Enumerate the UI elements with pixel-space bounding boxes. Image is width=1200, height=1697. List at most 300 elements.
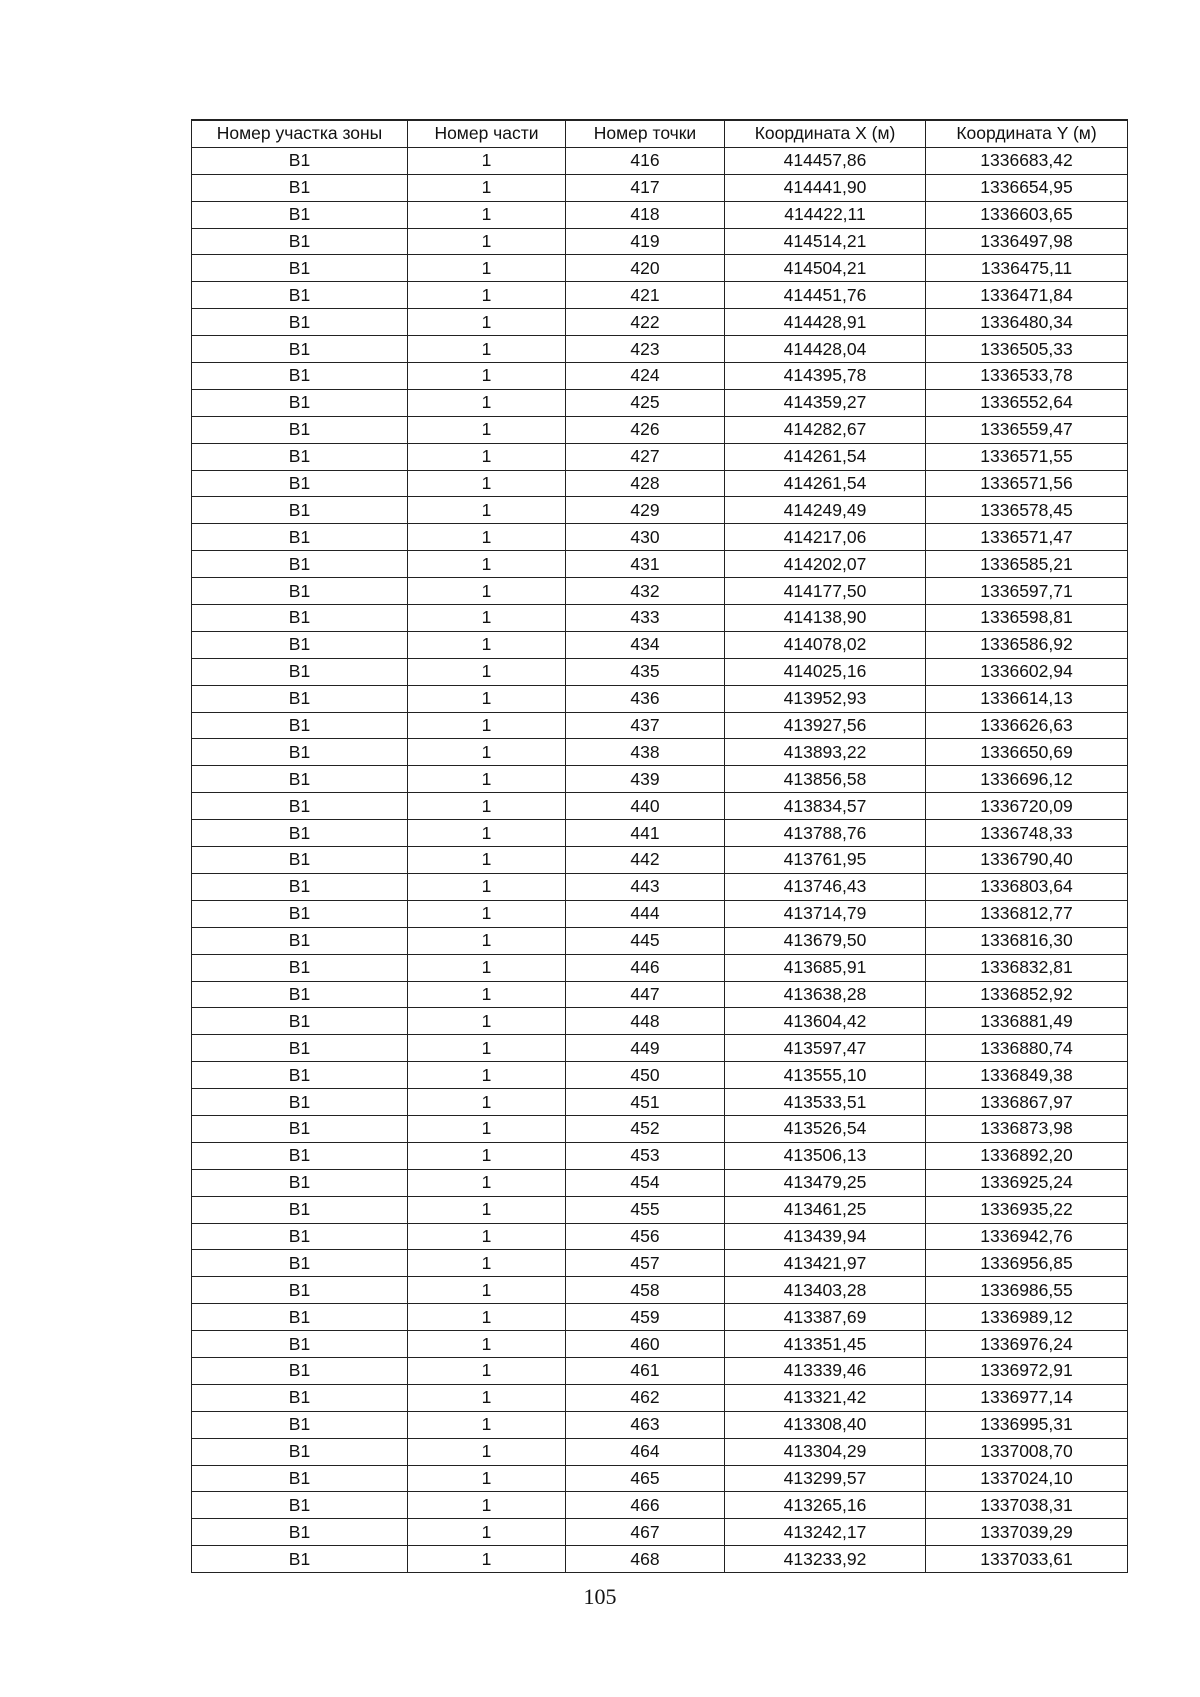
- cell-point-number: 444: [566, 900, 725, 927]
- cell-coordinate-y: 1336571,56: [926, 470, 1128, 497]
- cell-part-number: 1: [408, 1519, 566, 1546]
- cell-point-number: 447: [566, 981, 725, 1008]
- cell-point-number: 433: [566, 605, 725, 632]
- cell-zone-section: В1: [192, 1277, 408, 1304]
- table-row: [192, 927, 1128, 954]
- table-row: [192, 1519, 1128, 1546]
- cell-coordinate-y: 1336849,38: [926, 1062, 1128, 1089]
- cell-zone-section: В1: [192, 1357, 408, 1384]
- table-body: [192, 147, 1128, 1572]
- cell-zone-section: В1: [192, 578, 408, 605]
- cell-point-number: 432: [566, 578, 725, 605]
- cell-coordinate-y: 1336989,12: [926, 1304, 1128, 1331]
- cell-coordinate-y: 1336654,95: [926, 174, 1128, 201]
- cell-point-number: 429: [566, 497, 725, 524]
- cell-coordinate-y: 1336585,21: [926, 551, 1128, 578]
- cell-part-number: 1: [408, 1250, 566, 1277]
- cell-part-number: 1: [408, 631, 566, 658]
- table-row: [192, 1438, 1128, 1465]
- cell-point-number: 441: [566, 820, 725, 847]
- cell-coordinate-y: 1337038,31: [926, 1492, 1128, 1519]
- cell-part-number: 1: [408, 174, 566, 201]
- cell-part-number: 1: [408, 1304, 566, 1331]
- table-row: [192, 1089, 1128, 1116]
- cell-point-number: 446: [566, 954, 725, 981]
- cell-zone-section: В1: [192, 1089, 408, 1116]
- cell-point-number: 452: [566, 1115, 725, 1142]
- cell-coordinate-x: 413242,17: [725, 1519, 926, 1546]
- cell-zone-section: В1: [192, 1438, 408, 1465]
- table-row: [192, 1008, 1128, 1035]
- cell-point-number: 416: [566, 147, 725, 174]
- cell-point-number: 426: [566, 416, 725, 443]
- cell-point-number: 462: [566, 1384, 725, 1411]
- cell-zone-section: В1: [192, 1008, 408, 1035]
- cell-zone-section: В1: [192, 336, 408, 363]
- table-row: [192, 954, 1128, 981]
- cell-zone-section: В1: [192, 1384, 408, 1411]
- cell-coordinate-y: 1336614,13: [926, 685, 1128, 712]
- cell-coordinate-y: 1336603,65: [926, 201, 1128, 228]
- cell-coordinate-y: 1336956,85: [926, 1250, 1128, 1277]
- cell-coordinate-x: 413761,95: [725, 847, 926, 874]
- cell-part-number: 1: [408, 1062, 566, 1089]
- table-row: [192, 336, 1128, 363]
- cell-coordinate-x: 414395,78: [725, 363, 926, 390]
- cell-coordinate-x: 414025,16: [725, 658, 926, 685]
- cell-coordinate-x: 413339,46: [725, 1357, 926, 1384]
- table-row: [192, 739, 1128, 766]
- cell-part-number: 1: [408, 255, 566, 282]
- table-row: [192, 443, 1128, 470]
- cell-coordinate-x: 414261,54: [725, 443, 926, 470]
- cell-coordinate-y: 1336852,92: [926, 981, 1128, 1008]
- cell-part-number: 1: [408, 201, 566, 228]
- page-number: 105: [583, 1584, 617, 1609]
- table-row: [192, 363, 1128, 390]
- table-row: [192, 201, 1128, 228]
- cell-coordinate-x: 414261,54: [725, 470, 926, 497]
- cell-coordinate-y: 1336881,49: [926, 1008, 1128, 1035]
- table-row: [192, 1115, 1128, 1142]
- cell-zone-section: В1: [192, 1142, 408, 1169]
- cell-zone-section: В1: [192, 551, 408, 578]
- cell-coordinate-x: 413893,22: [725, 739, 926, 766]
- cell-coordinate-y: 1336480,34: [926, 309, 1128, 336]
- table-row: [192, 658, 1128, 685]
- cell-part-number: 1: [408, 147, 566, 174]
- cell-coordinate-x: 413685,91: [725, 954, 926, 981]
- table-row: [192, 389, 1128, 416]
- cell-part-number: 1: [408, 470, 566, 497]
- cell-zone-section: В1: [192, 201, 408, 228]
- cell-zone-section: В1: [192, 1196, 408, 1223]
- cell-coordinate-x: 413506,13: [725, 1142, 926, 1169]
- cell-part-number: 1: [408, 658, 566, 685]
- cell-coordinate-y: 1336559,47: [926, 416, 1128, 443]
- table-row: [192, 766, 1128, 793]
- cell-zone-section: В1: [192, 389, 408, 416]
- cell-part-number: 1: [408, 443, 566, 470]
- cell-zone-section: В1: [192, 1169, 408, 1196]
- table-row: [192, 1169, 1128, 1196]
- cell-point-number: 460: [566, 1331, 725, 1358]
- cell-point-number: 417: [566, 174, 725, 201]
- table-row: [192, 174, 1128, 201]
- table-row: [192, 524, 1128, 551]
- table-row: [192, 1277, 1128, 1304]
- cell-coordinate-x: 413927,56: [725, 712, 926, 739]
- table-row: [192, 793, 1128, 820]
- cell-part-number: 1: [408, 1035, 566, 1062]
- table-row: [192, 255, 1128, 282]
- cell-coordinate-x: 414457,86: [725, 147, 926, 174]
- cell-coordinate-x: 413265,16: [725, 1492, 926, 1519]
- cell-part-number: 1: [408, 900, 566, 927]
- cell-part-number: 1: [408, 847, 566, 874]
- cell-part-number: 1: [408, 551, 566, 578]
- cell-point-number: 467: [566, 1519, 725, 1546]
- cell-point-number: 428: [566, 470, 725, 497]
- table-row: [192, 1035, 1128, 1062]
- table-row: [192, 1331, 1128, 1358]
- cell-part-number: 1: [408, 793, 566, 820]
- table-row: [192, 147, 1128, 174]
- cell-point-number: 445: [566, 927, 725, 954]
- cell-zone-section: В1: [192, 954, 408, 981]
- cell-coordinate-y: 1336471,84: [926, 282, 1128, 309]
- cell-point-number: 430: [566, 524, 725, 551]
- cell-zone-section: В1: [192, 1519, 408, 1546]
- cell-coordinate-x: 413555,10: [725, 1062, 926, 1089]
- cell-coordinate-x: 413233,92: [725, 1546, 926, 1573]
- cell-coordinate-y: 1336571,55: [926, 443, 1128, 470]
- cell-coordinate-y: 1336873,98: [926, 1115, 1128, 1142]
- cell-zone-section: В1: [192, 685, 408, 712]
- cell-coordinate-y: 1337039,29: [926, 1519, 1128, 1546]
- table-row: [192, 282, 1128, 309]
- cell-zone-section: В1: [192, 927, 408, 954]
- cell-coordinate-y: 1336598,81: [926, 605, 1128, 632]
- table-row: [192, 712, 1128, 739]
- cell-zone-section: В1: [192, 1411, 408, 1438]
- cell-point-number: 418: [566, 201, 725, 228]
- table-row: [192, 847, 1128, 874]
- table-row: [192, 578, 1128, 605]
- cell-point-number: 434: [566, 631, 725, 658]
- cell-part-number: 1: [408, 524, 566, 551]
- table-row: [192, 416, 1128, 443]
- cell-coordinate-y: 1336790,40: [926, 847, 1128, 874]
- cell-zone-section: В1: [192, 658, 408, 685]
- cell-zone-section: В1: [192, 847, 408, 874]
- cell-part-number: 1: [408, 1546, 566, 1573]
- cell-part-number: 1: [408, 497, 566, 524]
- cell-coordinate-y: 1336475,11: [926, 255, 1128, 282]
- cell-point-number: 461: [566, 1357, 725, 1384]
- cell-zone-section: В1: [192, 147, 408, 174]
- cell-coordinate-y: 1336748,33: [926, 820, 1128, 847]
- cell-coordinate-x: 414177,50: [725, 578, 926, 605]
- cell-coordinate-y: 1336977,14: [926, 1384, 1128, 1411]
- cell-point-number: 421: [566, 282, 725, 309]
- table-row: [192, 1384, 1128, 1411]
- cell-zone-section: В1: [192, 605, 408, 632]
- cell-zone-section: В1: [192, 228, 408, 255]
- cell-coordinate-y: 1336986,55: [926, 1277, 1128, 1304]
- cell-coordinate-x: 414504,21: [725, 255, 926, 282]
- cell-zone-section: В1: [192, 631, 408, 658]
- cell-zone-section: В1: [192, 1062, 408, 1089]
- table-row: [192, 1546, 1128, 1573]
- cell-point-number: 450: [566, 1062, 725, 1089]
- cell-coordinate-y: 1336832,81: [926, 954, 1128, 981]
- cell-coordinate-y: 1336497,98: [926, 228, 1128, 255]
- cell-coordinate-y: 1336602,94: [926, 658, 1128, 685]
- table-row: [192, 1250, 1128, 1277]
- cell-coordinate-y: 1336597,71: [926, 578, 1128, 605]
- cell-part-number: 1: [408, 873, 566, 900]
- cell-coordinate-y: 1337024,10: [926, 1465, 1128, 1492]
- table-row: [192, 551, 1128, 578]
- cell-coordinate-y: 1337033,61: [926, 1546, 1128, 1573]
- header-coordinate-y: Координата Y (м): [926, 120, 1128, 147]
- cell-part-number: 1: [408, 578, 566, 605]
- cell-part-number: 1: [408, 1492, 566, 1519]
- cell-part-number: 1: [408, 766, 566, 793]
- cell-point-number: 442: [566, 847, 725, 874]
- cell-zone-section: В1: [192, 1115, 408, 1142]
- header-point-number: Номер точки: [566, 120, 725, 147]
- cell-part-number: 1: [408, 1384, 566, 1411]
- cell-part-number: 1: [408, 820, 566, 847]
- cell-point-number: 438: [566, 739, 725, 766]
- cell-zone-section: В1: [192, 363, 408, 390]
- cell-coordinate-x: 414514,21: [725, 228, 926, 255]
- cell-coordinate-y: 1336803,64: [926, 873, 1128, 900]
- cell-zone-section: В1: [192, 766, 408, 793]
- cell-zone-section: В1: [192, 793, 408, 820]
- cell-zone-section: В1: [192, 1250, 408, 1277]
- cell-point-number: 420: [566, 255, 725, 282]
- coordinates-table: [191, 119, 1128, 1573]
- table-row: [192, 1357, 1128, 1384]
- cell-coordinate-x: 413461,25: [725, 1196, 926, 1223]
- cell-zone-section: В1: [192, 1465, 408, 1492]
- cell-zone-section: В1: [192, 309, 408, 336]
- cell-zone-section: В1: [192, 1331, 408, 1358]
- cell-coordinate-y: 1336935,22: [926, 1196, 1128, 1223]
- cell-coordinate-x: 413403,28: [725, 1277, 926, 1304]
- cell-coordinate-x: 414428,04: [725, 336, 926, 363]
- cell-zone-section: В1: [192, 470, 408, 497]
- cell-point-number: 424: [566, 363, 725, 390]
- cell-coordinate-y: 1337008,70: [926, 1438, 1128, 1465]
- cell-coordinate-y: 1336571,47: [926, 524, 1128, 551]
- cell-coordinate-y: 1336995,31: [926, 1411, 1128, 1438]
- cell-coordinate-y: 1336683,42: [926, 147, 1128, 174]
- cell-coordinate-x: 413638,28: [725, 981, 926, 1008]
- cell-coordinate-x: 413604,42: [725, 1008, 926, 1035]
- cell-part-number: 1: [408, 309, 566, 336]
- table-header-row: [192, 120, 1128, 147]
- cell-coordinate-y: 1336892,20: [926, 1142, 1128, 1169]
- cell-coordinate-x: 414282,67: [725, 416, 926, 443]
- cell-coordinate-y: 1336586,92: [926, 631, 1128, 658]
- table-row: [192, 1492, 1128, 1519]
- table-row: [192, 820, 1128, 847]
- cell-point-number: 468: [566, 1546, 725, 1573]
- cell-part-number: 1: [408, 1331, 566, 1358]
- cell-coordinate-x: 413439,94: [725, 1223, 926, 1250]
- cell-zone-section: В1: [192, 820, 408, 847]
- table-row: [192, 1062, 1128, 1089]
- cell-zone-section: В1: [192, 282, 408, 309]
- cell-coordinate-y: 1336812,77: [926, 900, 1128, 927]
- cell-part-number: 1: [408, 228, 566, 255]
- cell-point-number: 436: [566, 685, 725, 712]
- table-row: [192, 309, 1128, 336]
- cell-coordinate-x: 413788,76: [725, 820, 926, 847]
- cell-coordinate-y: 1336552,64: [926, 389, 1128, 416]
- table-row: [192, 470, 1128, 497]
- cell-coordinate-x: 414422,11: [725, 201, 926, 228]
- cell-point-number: 459: [566, 1304, 725, 1331]
- cell-coordinate-x: 414078,02: [725, 631, 926, 658]
- cell-coordinate-x: 413479,25: [725, 1169, 926, 1196]
- cell-zone-section: В1: [192, 524, 408, 551]
- table-row: [192, 1223, 1128, 1250]
- cell-coordinate-x: 413533,51: [725, 1089, 926, 1116]
- cell-part-number: 1: [408, 981, 566, 1008]
- cell-part-number: 1: [408, 954, 566, 981]
- cell-zone-section: В1: [192, 739, 408, 766]
- cell-point-number: 457: [566, 1250, 725, 1277]
- cell-zone-section: В1: [192, 174, 408, 201]
- cell-coordinate-y: 1336720,09: [926, 793, 1128, 820]
- cell-coordinate-y: 1336696,12: [926, 766, 1128, 793]
- cell-point-number: 454: [566, 1169, 725, 1196]
- cell-part-number: 1: [408, 1169, 566, 1196]
- cell-point-number: 435: [566, 658, 725, 685]
- cell-coordinate-x: 413308,40: [725, 1411, 926, 1438]
- cell-part-number: 1: [408, 416, 566, 443]
- cell-coordinate-x: 414451,76: [725, 282, 926, 309]
- cell-zone-section: В1: [192, 900, 408, 927]
- cell-zone-section: В1: [192, 712, 408, 739]
- cell-zone-section: В1: [192, 443, 408, 470]
- table-row: [192, 685, 1128, 712]
- table-row: [192, 1304, 1128, 1331]
- cell-coordinate-x: 414428,91: [725, 309, 926, 336]
- cell-coordinate-y: 1336533,78: [926, 363, 1128, 390]
- cell-coordinate-y: 1336816,30: [926, 927, 1128, 954]
- cell-point-number: 463: [566, 1411, 725, 1438]
- cell-coordinate-x: 413597,47: [725, 1035, 926, 1062]
- cell-coordinate-y: 1336578,45: [926, 497, 1128, 524]
- cell-part-number: 1: [408, 1008, 566, 1035]
- cell-zone-section: В1: [192, 497, 408, 524]
- cell-point-number: 422: [566, 309, 725, 336]
- cell-zone-section: В1: [192, 873, 408, 900]
- cell-point-number: 425: [566, 389, 725, 416]
- table-row: [192, 900, 1128, 927]
- header-zone-section: Номер участка зоны: [192, 120, 408, 147]
- cell-point-number: 427: [566, 443, 725, 470]
- table-row: [192, 1196, 1128, 1223]
- cell-coordinate-y: 1336505,33: [926, 336, 1128, 363]
- cell-coordinate-y: 1336626,63: [926, 712, 1128, 739]
- header-part-number: Номер части: [408, 120, 566, 147]
- cell-part-number: 1: [408, 363, 566, 390]
- cell-coordinate-x: 413299,57: [725, 1465, 926, 1492]
- cell-coordinate-x: 413834,57: [725, 793, 926, 820]
- cell-coordinate-x: 413679,50: [725, 927, 926, 954]
- table-row: [192, 605, 1128, 632]
- cell-coordinate-x: 413746,43: [725, 873, 926, 900]
- cell-part-number: 1: [408, 1089, 566, 1116]
- cell-coordinate-x: 413952,93: [725, 685, 926, 712]
- cell-coordinate-y: 1336976,24: [926, 1331, 1128, 1358]
- cell-coordinate-x: 413387,69: [725, 1304, 926, 1331]
- cell-coordinate-y: 1336972,91: [926, 1357, 1128, 1384]
- table-row: [192, 1465, 1128, 1492]
- cell-part-number: 1: [408, 1465, 566, 1492]
- cell-point-number: 458: [566, 1277, 725, 1304]
- cell-zone-section: В1: [192, 1304, 408, 1331]
- cell-part-number: 1: [408, 282, 566, 309]
- cell-point-number: 449: [566, 1035, 725, 1062]
- cell-part-number: 1: [408, 927, 566, 954]
- cell-coordinate-y: 1336925,24: [926, 1169, 1128, 1196]
- cell-point-number: 456: [566, 1223, 725, 1250]
- cell-point-number: 448: [566, 1008, 725, 1035]
- table-row: [192, 497, 1128, 524]
- cell-zone-section: В1: [192, 981, 408, 1008]
- cell-part-number: 1: [408, 1277, 566, 1304]
- cell-part-number: 1: [408, 1115, 566, 1142]
- cell-zone-section: В1: [192, 416, 408, 443]
- table-row: [192, 631, 1128, 658]
- cell-part-number: 1: [408, 336, 566, 363]
- cell-point-number: 455: [566, 1196, 725, 1223]
- cell-point-number: 437: [566, 712, 725, 739]
- table-row: [192, 873, 1128, 900]
- cell-point-number: 419: [566, 228, 725, 255]
- cell-zone-section: В1: [192, 1492, 408, 1519]
- cell-coordinate-x: 414441,90: [725, 174, 926, 201]
- cell-zone-section: В1: [192, 255, 408, 282]
- cell-zone-section: В1: [192, 1223, 408, 1250]
- cell-part-number: 1: [408, 685, 566, 712]
- cell-point-number: 439: [566, 766, 725, 793]
- cell-part-number: 1: [408, 1357, 566, 1384]
- cell-coordinate-x: 414217,06: [725, 524, 926, 551]
- cell-point-number: 464: [566, 1438, 725, 1465]
- header-coordinate-x: Координата X (м): [725, 120, 926, 147]
- cell-coordinate-x: 414138,90: [725, 605, 926, 632]
- table-row: [192, 1411, 1128, 1438]
- cell-part-number: 1: [408, 1223, 566, 1250]
- cell-point-number: 451: [566, 1089, 725, 1116]
- cell-point-number: 431: [566, 551, 725, 578]
- cell-point-number: 423: [566, 336, 725, 363]
- cell-part-number: 1: [408, 605, 566, 632]
- cell-point-number: 443: [566, 873, 725, 900]
- cell-part-number: 1: [408, 1438, 566, 1465]
- cell-point-number: 466: [566, 1492, 725, 1519]
- cell-coordinate-y: 1336880,74: [926, 1035, 1128, 1062]
